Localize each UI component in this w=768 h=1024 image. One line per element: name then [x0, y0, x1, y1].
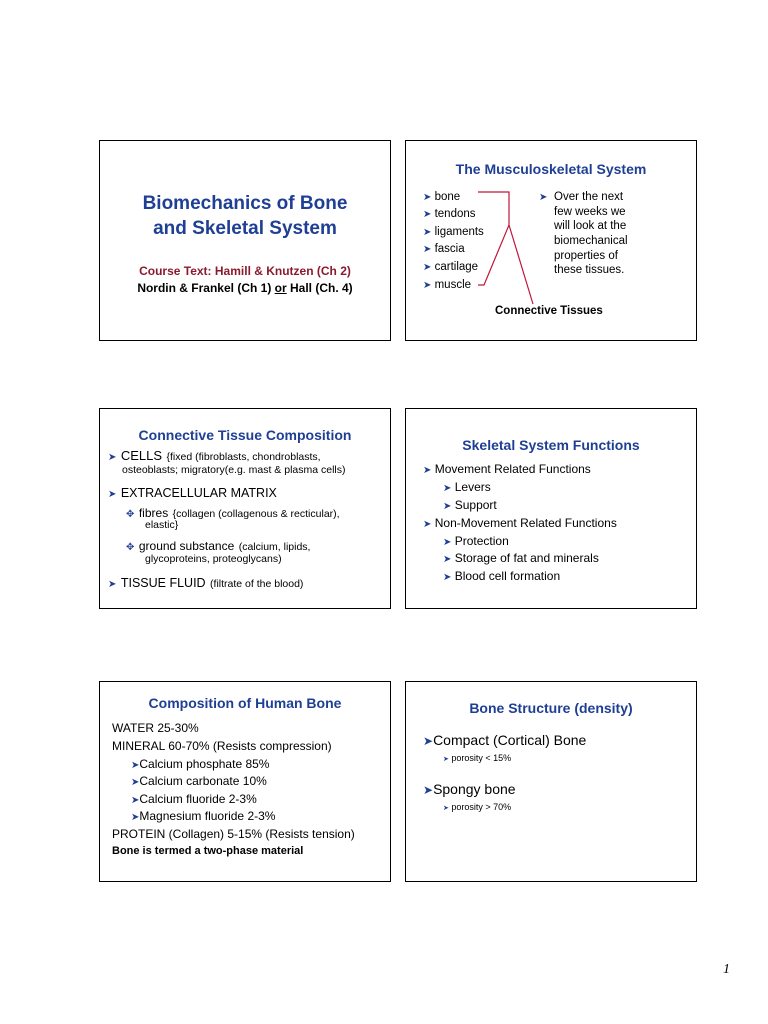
list-item: ➤ muscle [423, 279, 472, 291]
fibres-detail-cont: elastic} [145, 519, 179, 531]
arrow-icon: ➤ [443, 537, 452, 548]
arrow-icon: ➤ [108, 489, 117, 500]
arrow-icon: ➤ [423, 465, 432, 476]
arrow-icon: ➤ [423, 209, 432, 220]
slide-title [99, 140, 391, 341]
arrow-icon: ➤ [443, 756, 449, 763]
cells-item [108, 447, 321, 465]
arrow-icon: ➤ [443, 483, 452, 494]
arrow-icon: ➤ [423, 519, 432, 530]
arrow-icon: ➤ [443, 572, 452, 583]
group-non-movement: ➤ Non-Movement Related Functions [423, 516, 617, 530]
ground-detail-cont: glycoproteins, proteoglycans) [145, 553, 282, 565]
diamond-bullet-icon: ✥ [126, 542, 135, 553]
protein-line: PROTEIN (Collagen) 5-15% (Resists tension) [112, 827, 355, 841]
water-line: WATER 25-30% [112, 721, 199, 735]
arrow-icon: ➤ [131, 795, 140, 806]
arrow-icon: ➤ [131, 760, 140, 771]
two-phase-note: Bone is termed a two-phase material [112, 845, 304, 857]
slide-heading: Bone Structure (density) [469, 700, 633, 716]
arrow-icon: ➤ [108, 452, 117, 463]
cells-head: CELLS [120, 448, 163, 463]
fluid-head: TISSUE FLUID [120, 576, 206, 590]
arrow-icon: ➤ [443, 501, 452, 512]
fibres-head: fibres [138, 506, 169, 520]
slide-heading: Skeletal System Functions [462, 437, 640, 453]
note-line: biomechanical [554, 235, 628, 247]
group-movement: ➤ Movement Related Functions [423, 462, 591, 476]
fibres-detail: {collagen (collagenous & recticular), [172, 508, 340, 520]
arrow-icon: ➤ [423, 734, 434, 748]
compact-detail: ➤ porosity < 15% [443, 753, 512, 763]
list-item: ➤Calcium phosphate 85% [131, 757, 270, 771]
arrow-icon: ➤ [131, 812, 140, 823]
slide-bone-structure [405, 681, 697, 882]
arrow-icon: ➤ [423, 783, 434, 797]
fluid-item [108, 574, 303, 592]
list-item: ➤ tendons [423, 208, 476, 220]
mineral-line: MINERAL 60-70% (Resists compression) [112, 739, 332, 753]
ground-head: ground substance [138, 539, 235, 553]
note-line: will look at the [554, 220, 627, 232]
note-line: few weeks we [554, 206, 626, 218]
list-item: ➤ Protection [443, 534, 509, 548]
slide-heading: Composition of Human Bone [148, 695, 342, 711]
arrow-icon: ➤ [443, 805, 449, 812]
arrow-icon: ➤ [443, 554, 452, 565]
list-item: ➤ bone [423, 191, 461, 203]
spongy-detail: ➤ porosity > 70% [443, 802, 512, 812]
references-or: or [274, 281, 287, 295]
diamond-bullet-icon: ✥ [126, 509, 135, 520]
list-item: ➤ Levers [443, 480, 491, 494]
ground-detail: (calcium, lipids, [238, 541, 311, 553]
matrix-head: EXTRACELLULAR MATRIX [120, 486, 277, 500]
slide-title-line1: Biomechanics of Bone [142, 193, 348, 214]
arrow-icon: ➤ [108, 579, 117, 590]
note-line: these tissues. [554, 264, 625, 276]
cells-detail: {fixed (fibroblasts, chondroblasts, [166, 451, 321, 463]
list-item: ➤ ligaments [423, 226, 484, 238]
slide-skeletal-functions [405, 408, 697, 609]
cells-detail-cont: osteoblasts; migratory(e.g. mast & plasma cells) [122, 464, 346, 476]
arrow-icon: ➤ [423, 280, 432, 291]
slide-connective-composition [99, 408, 391, 609]
list-item: ➤ Blood cell formation [443, 569, 561, 583]
arrow-icon: ➤ [423, 192, 432, 203]
arrow-icon: ➤ [423, 227, 432, 238]
arrow-icon: ➤ [131, 777, 140, 788]
connective-tissues-label: Connective Tissues [495, 305, 603, 317]
course-text: Course Text: Hamill & Knutzen (Ch 2) [139, 264, 351, 278]
references-b: Hall (Ch. 4) [286, 281, 353, 295]
note-line: properties of [554, 250, 618, 262]
slide-bone-composition [99, 681, 391, 882]
page-number: 1 [723, 962, 730, 977]
references-a: Nordin & Frankel (Ch 1) [137, 281, 275, 295]
slide-heading: Connective Tissue Composition [138, 427, 352, 443]
list-item: ➤ cartilage [423, 261, 479, 273]
references-line [100, 281, 390, 295]
arrow-icon: ➤ [423, 244, 432, 255]
matrix-item [108, 484, 277, 502]
slide-musculoskeletal [405, 140, 697, 341]
compact-item: ➤Compact (Cortical) Bone [423, 732, 587, 748]
list-item: ➤Magnesium fluoride 2-3% [131, 809, 276, 823]
list-item: ➤ Storage of fat and minerals [443, 551, 599, 565]
slide-heading: The Musculoskeletal System [455, 161, 647, 177]
list-item: ➤ Support [443, 498, 497, 512]
fluid-detail: (filtrate of the blood) [210, 578, 304, 590]
spongy-item: ➤Spongy bone [423, 781, 516, 797]
list-item: ➤ fascia [423, 243, 465, 255]
list-item: ➤Calcium carbonate 10% [131, 774, 267, 788]
note-line: Over the next [554, 191, 624, 203]
slide-title-line2: and Skeletal System [153, 218, 337, 239]
list-item: ➤Calcium fluoride 2-3% [131, 792, 257, 806]
arrow-icon: ➤ [423, 262, 432, 273]
note-arrow [539, 191, 547, 203]
arrow-icon: ➤ [539, 192, 548, 203]
